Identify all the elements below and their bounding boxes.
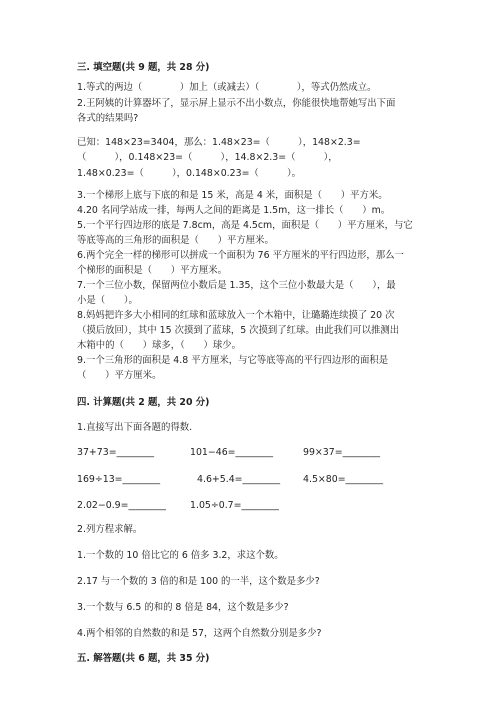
fill-q9-line: （ ）平方厘米。 [77, 370, 162, 381]
fill-q8-line: 8.妈妈把许多大小相同的红球和蓝球放入一个木箱中，让璐璐连续摸了 20 次 [77, 310, 395, 321]
fill-q5-line: 等底等高的三角形的面积是（ ）平方厘米。 [77, 235, 274, 246]
fill-q6-line: 6.两个完全一样的梯形可以拼成一个面积为 76 平方厘米的平行四边形，那么一 [77, 250, 404, 261]
calc-item: 4.6+5.4=________ [197, 474, 281, 485]
calc-item: 2.02−0.9=________ [77, 500, 166, 511]
fill-q8-line: 木箱中的（ ）球多，（ ）球少。 [77, 340, 242, 351]
calc-item: 1.05÷0.7=________ [190, 500, 279, 511]
calc-item: 4.5×80=________ [303, 474, 384, 485]
equation-problem: 2.17 与一个数的 3 倍的和是 100 的一半，这个数是多少? [77, 576, 320, 587]
fill-q2-given-line: （ ），0.148×23=（ ），14.8×2.3=（ ）， [77, 152, 338, 163]
section-4-heading: 四. 计算题(共 2 题，共 20 分) [77, 397, 210, 408]
fill-q5-line: 5.一个平行四边形的底是 7.8cm，高是 4.5cm，面积是（ ）平方厘米，与它 [77, 220, 413, 231]
calc-item: 101−46=________ [190, 447, 274, 458]
fill-q7-line: 小是（ ）。 [77, 295, 138, 306]
equation-problem: 4.两个相邻的自然数的和是 57，这两个自然数分别是多少? [77, 628, 322, 639]
equation-problem: 3.一个数与 6.5 的和的 8 倍是 84，这个数是多少? [77, 602, 289, 613]
fill-q7-line: 7.一个三位小数，保留两位小数后是 1.35，这个三位小数最大是（ ），最 [77, 280, 396, 291]
fill-q2-given-line: 1.48×0.23=（ ），0.148×0.23=（ ）。 [77, 168, 301, 179]
fill-q8-line: （摸后放回），其中 15 次摸到了蓝球，5 次摸到了红球。由此我们可以推测出 [77, 325, 400, 336]
calc-item: 37+73=________ [77, 447, 155, 458]
calc-item: 99×37=________ [303, 447, 381, 458]
calc-item: 169÷13=________ [77, 474, 161, 485]
section-5-heading: 五. 解答题(共 6 题，共 35 分) [77, 653, 210, 664]
fill-q2-line: 各式的结果吗? [77, 113, 139, 124]
equation-problem: 1.一个数的 10 倍比它的 6 倍多 3.2，求这个数。 [77, 550, 284, 561]
fill-q1-line: 1.等式的两边（ ）加上（或减去）（ ），等式仍然成立。 [77, 82, 377, 93]
fill-q3-line: 3.一个梯形上底与下底的和是 15 米，高是 4 米，面积是（ ）平方米。 [77, 190, 388, 201]
fill-q2-given-line: 已知：148×23=3404，那么：1.48×23=（ ），148×2.3= [77, 137, 361, 148]
calc-q2-prompt: 2.列方程求解。 [77, 524, 143, 535]
fill-q4-line: 4.20 名同学站成一排，每两人之间的距离是 1.5m，这一排长（ ）m。 [77, 205, 391, 216]
fill-q2-line: 2.王阿姨的计算器坏了，显示屏上显示不出小数点，你能很快地帮她写出下面 [77, 98, 396, 109]
calc-q1-prompt: 1.直接写出下面各题的得数. [77, 422, 193, 433]
fill-q9-line: 9.一个三角形的面积是 4.8 平方厘米，与它等底等高的平行四边形的面积是 [77, 355, 389, 366]
fill-q6-line: 个梯形的面积是（ ）平方厘米。 [77, 265, 228, 276]
section-3-heading: 三. 填空题(共 9 题，共 28 分) [77, 62, 210, 73]
